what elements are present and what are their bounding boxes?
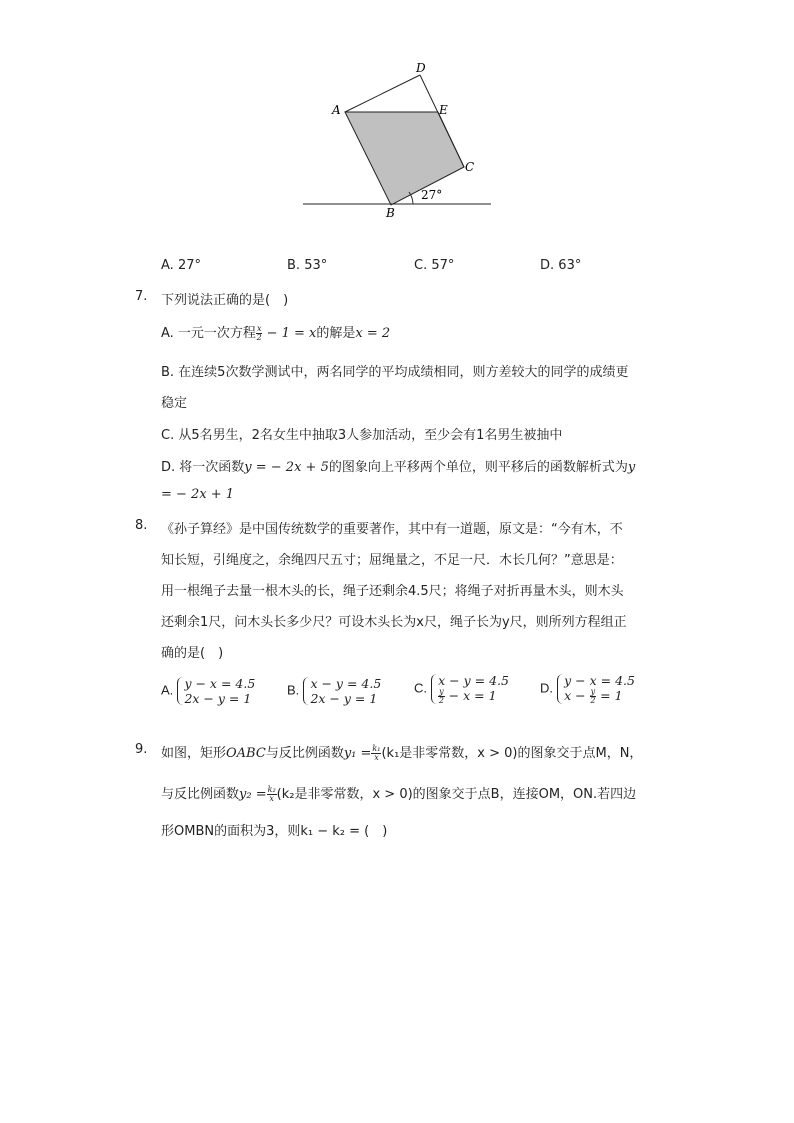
q8-line-5: 确的是( ) [161, 646, 224, 661]
q7-stem: 下列说法正确的是( ) [161, 293, 289, 308]
shaded-quadrilateral [345, 112, 464, 205]
q9-line-3: 形OMBN的面积为3，则k₁ − k₂ = ( ) [161, 824, 388, 839]
angle-label: 27° [421, 188, 443, 202]
q8-option-d: D. y − x = 4.5 x − $\frac{y}{2}$ = 1 [540, 673, 635, 705]
q6-option-a: A. 27° [161, 258, 201, 273]
q7-option-d-line1: D. 将一次函数y = − 2x + 5的图象向上平移两个单位，则平移后的函数解析式为y [161, 460, 636, 475]
q7-option-d-line2: = − 2x + 1 [161, 487, 235, 502]
q8-line-2: 知长短，引绳度之，余绳四尺五寸；屈绳量之，不足一尺．木长几何？”意思是： [161, 553, 623, 568]
label-d: D [416, 61, 426, 75]
label-a: A [332, 103, 341, 117]
label-c: C [465, 160, 475, 174]
line-ad [345, 75, 420, 112]
q6-option-c: C. 57° [414, 258, 455, 273]
geometry-figure [295, 55, 505, 225]
q7-fraction: $\frac{x}{2}$ [256, 324, 262, 342]
q7-option-c: C. 从5名男生，2名女生中抽取3人参加活动，至少会有1名男生被抽中 [161, 428, 563, 443]
q9-line-2: 与反比例函数y₂ = $\frac{\text{k₂}}{x}$ (k₂是非零常数，x > 0)的图象交于点B，连接OM，ON.若四边 [161, 785, 637, 803]
q8-option-a: A. y − x = 4.5 2x − y = 1 [161, 676, 256, 706]
q7-option-b-line2: 稳定 [161, 396, 188, 411]
q7-option-a: A. 一元一次方程 $\frac{x}{2}$ − 1 = x的解是x = 2 [161, 324, 391, 342]
q8-line-4: 还剩余1尺，问木头长多少尺？可设木头长为x尺，绳子长为y尺，则所列方程组正 [161, 615, 627, 630]
q9-line-1: 如图，矩形OABC与反比例函数y₁ = $\frac{\text{k₁}}{x}$ (k₁是非零常数，x > 0)的图象交于点M，N， [161, 744, 643, 762]
q8-number: 8. [135, 518, 148, 533]
label-e: E [439, 103, 448, 117]
q6-option-b: B. 53° [287, 258, 328, 273]
q8-line-1: 《孙子算经》是中国传统数学的重要著作，其中有一道题，原文是：“今有木，不 [161, 522, 623, 537]
q6-option-d: D. 63° [540, 258, 582, 273]
q8-option-b: B. x − y = 4.5 2x − y = 1 [287, 676, 382, 706]
q8-line-3: 用一根绳子去量一根木头的长，绳子还剩余4.5尺；将绳子对折再量木头，则木头 [161, 584, 624, 599]
q9-number: 9. [135, 742, 148, 757]
q7-option-b-line1: B. 在连续5次数学测试中，两名同学的平均成绩相同，则方差较大的同学的成绩更 [161, 365, 629, 380]
label-b: B [386, 206, 395, 220]
q8-option-c: C. x − y = 4.5 $\frac{y}{2}$ − x = 1 [414, 673, 509, 705]
q7-number: 7. [135, 289, 148, 304]
